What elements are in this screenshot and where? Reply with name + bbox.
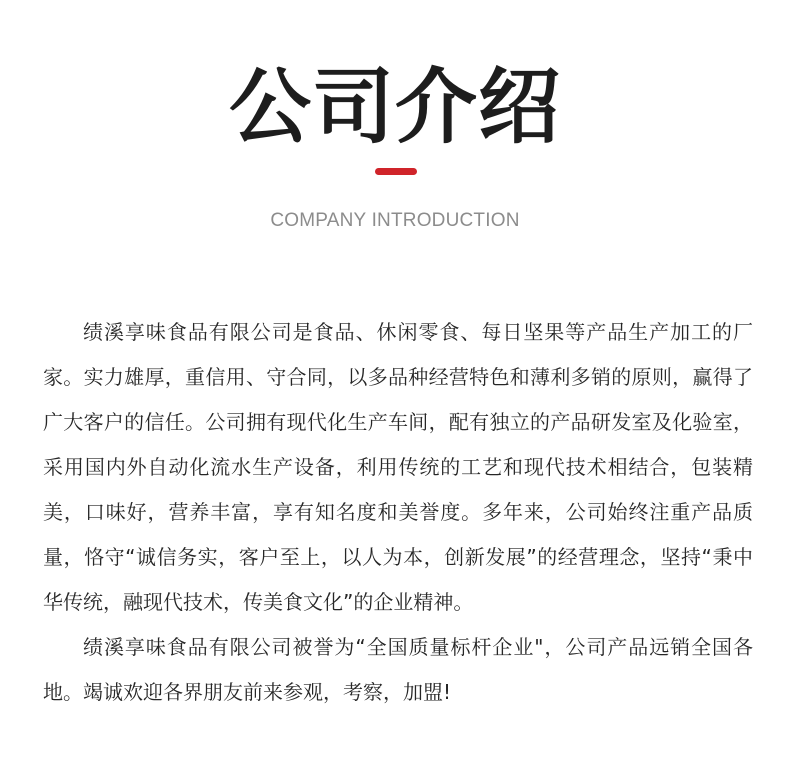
intro-content — [43, 310, 753, 715]
page-subtitle: COMPANY INTRODUCTION — [270, 210, 520, 231]
page-title: 公司介绍 — [228, 60, 561, 155]
intro-paragraph-2: 绩溪享味食品有限公司被誉为“全国质量标杆企业"，公司产品远销全国各地。竭诚欢迎各界朋友前来参观，考察，加盟! — [43, 635, 753, 704]
title-accent-bar — [375, 168, 417, 175]
intro-paragraph-1: 绩溪享味食品有限公司是食品、休闲零食、每日坚果等产品生产加工的厂家。实力雄厚，重信用、守合同，以多品种经营特色和薄利多销的原则，赢得了广大客户的信任。公司拥有现代化生产车间，配有独立的产品研发室及化验室，采用国内外自动化流水生产设备，利用传统的工艺和现代技术相结合，包装精美，口味好，营养丰富，享有知名度和美誉度。多年来，公司始终注重产品质量，恪守“诚信务实，客户至上，以人为本，创新发展”的经营理念，坚持“秉中华传统，融现代技术，传美食文化”的企业精神。 — [43, 320, 753, 614]
